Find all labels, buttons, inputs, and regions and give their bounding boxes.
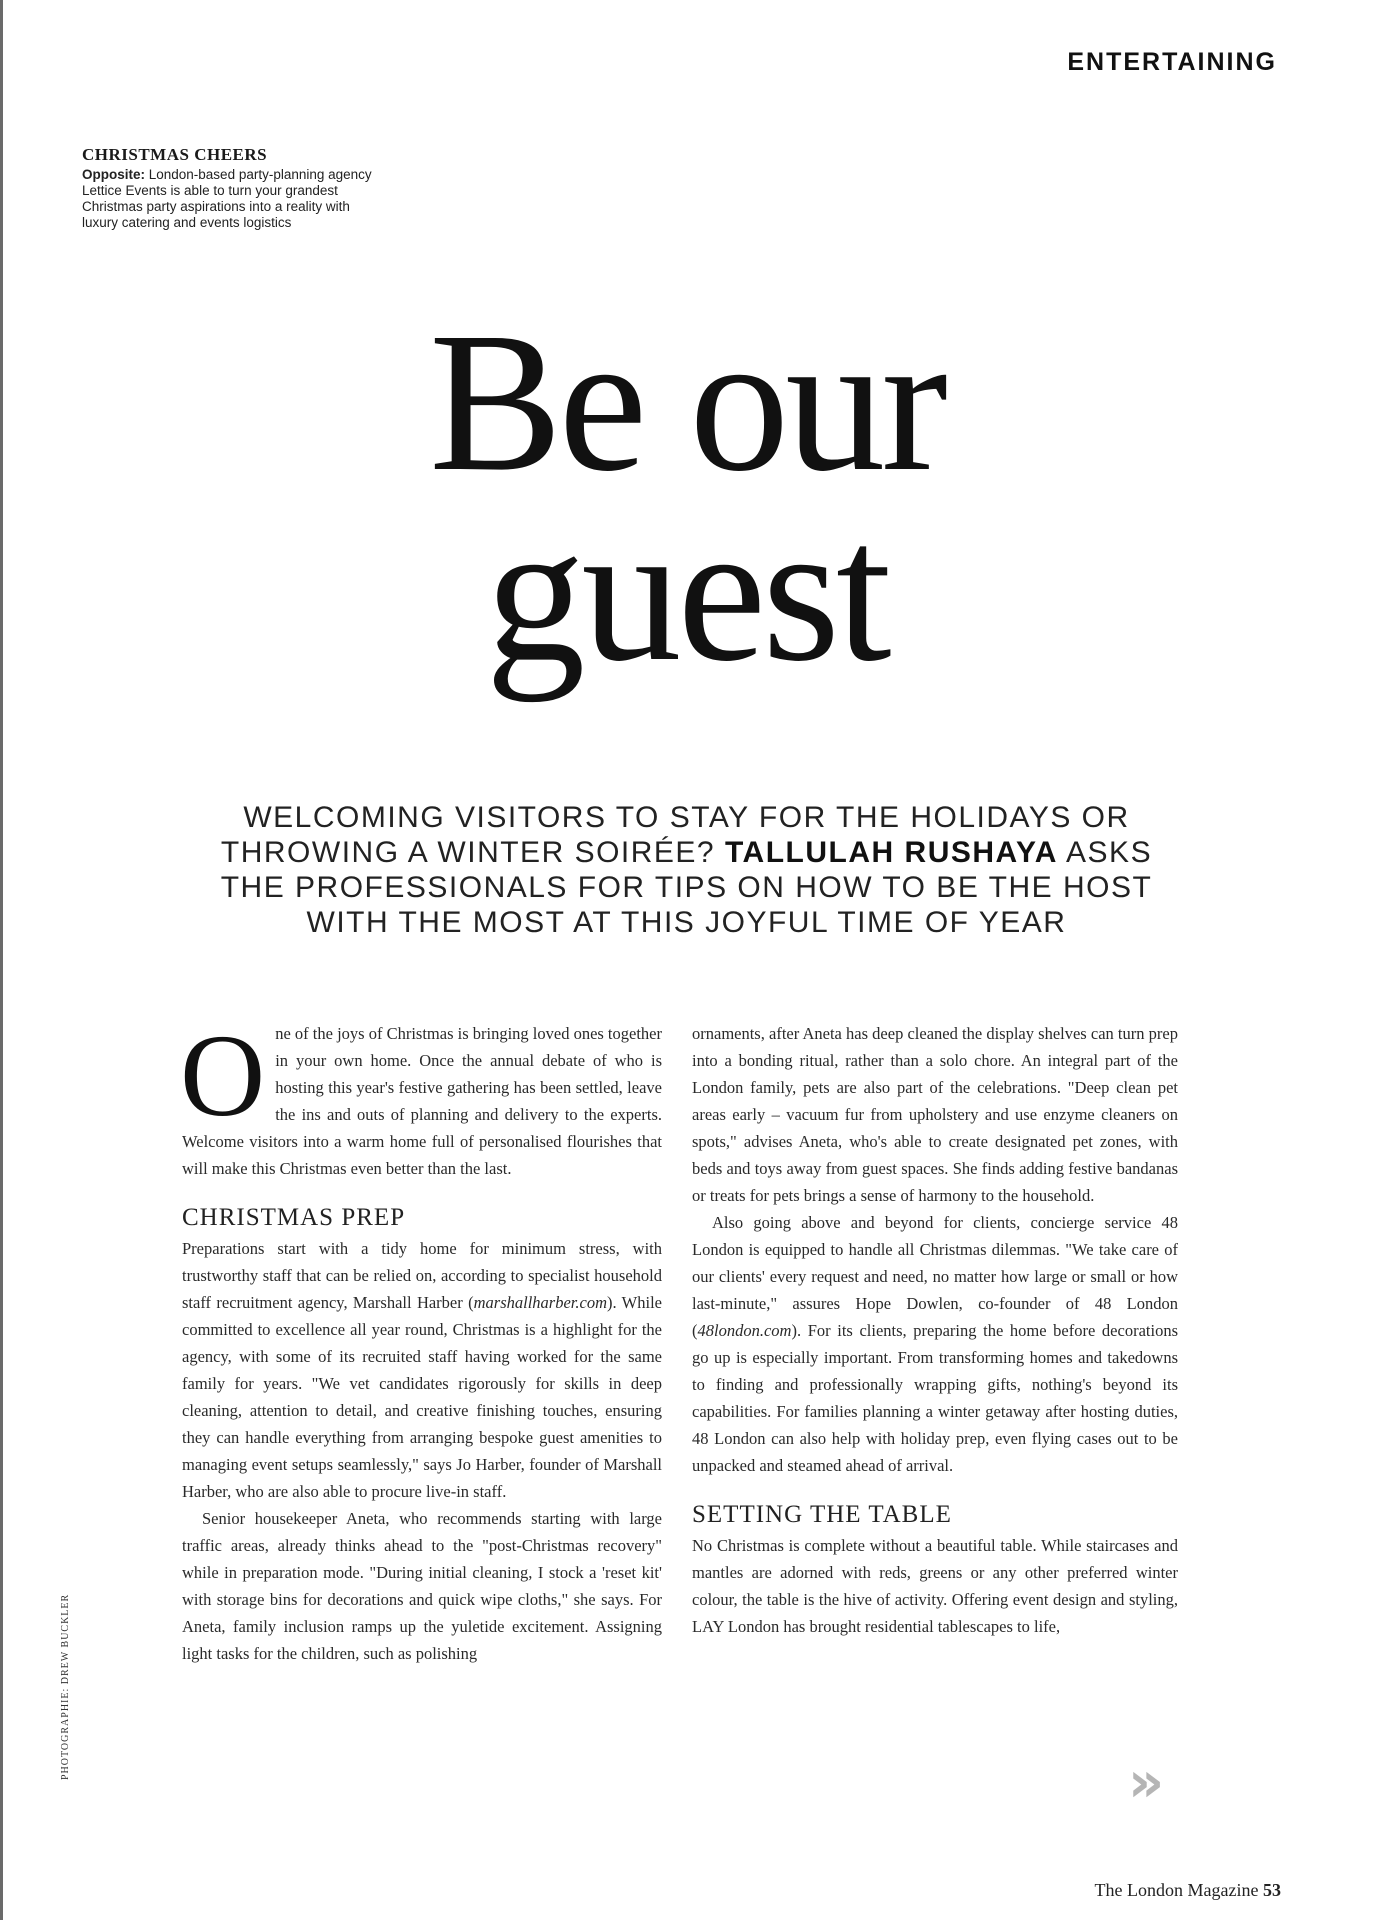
intro-paragraph: [180, 1010, 662, 1182]
section-label: ENTERTAINING: [1067, 48, 1277, 76]
standfirst-part-1: WELCOMING VISITORS TO STAY FOR THE HOLIDAYS OR THROWING A WINTER SOIRÉE?: [220, 801, 1130, 869]
page-folio: [1095, 1880, 1281, 1901]
standfirst: [200, 800, 1173, 940]
headline-line-1: Be our: [429, 292, 944, 513]
headline-line-2: guest: [485, 482, 888, 703]
subhead-setting-the-table: SETTING THE TABLE: [692, 1501, 952, 1528]
article-column-right: [692, 1020, 1178, 1640]
page-edge-rule: [0, 0, 3, 1920]
paragraph-1-text-a: Preparations start with a tidy home for minimum stress, with trustworthy staff that can be relied on, according to specialist household staff recruitment agency, Marshall Harber (: [182, 1239, 662, 1312]
caption-lead: Opposite:: [82, 167, 145, 182]
standfirst-part-2: ASKS THE PROFESSIONALS FOR TIPS ON HOW TO BE THE HOST WITH THE MOST AT THIS JOYFUL TIME OF YEAR: [220, 836, 1153, 939]
caption-text: [82, 167, 382, 231]
headline: [0, 292, 1373, 703]
caption-title: CHRISTMAS CHEERS: [82, 145, 268, 164]
paragraph-3: ornaments, after Aneta has deep cleaned the display shelves can turn prep into a bonding ritual, rather than a solo chore. An integral part of the London family, pets are also part of the celebrations. "Deep clean pet areas early – vacuum fur from upholstery and use enzyme cleaners on spots," advises Aneta, who's able to create designated pet zones, with beds and toys away from guest spaces. She finds adding festive bandanas or treats for pets brings a sense of harmony to the household.: [692, 1024, 1178, 1205]
caption-body: London-based party-planning agency Lettice Events is able to turn your grandest Christmas party aspirations into a reality with luxury catering and events logistics: [82, 167, 372, 230]
paragraph-4-text-b: ). For its clients, preparing the home before decorations go up is especially important. From transforming homes and takedowns to finding and professionally wrapping gifts, nothing's beyond its capabilities. For families planning a winter getaway after hosting duties, 48 London can also help with holiday prep, even flying cases out to be unpacked and steamed ahead of arrival.: [692, 1321, 1178, 1475]
link-marshallharber[interactable]: marshallharber.com: [473, 1293, 607, 1312]
drop-cap: O: [180, 1010, 266, 1141]
link-48london[interactable]: 48london.com: [697, 1321, 792, 1340]
paragraph-5: No Christmas is complete without a beautiful table. While staircases and mantles are adorned with reds, greens or any other preferred winter colour, the table is the hive of activity. Offering event design and styling, LAY London has brought residential tablescapes to life,: [692, 1536, 1178, 1636]
paragraph-2: Senior housekeeper Aneta, who recommends starting with large traffic areas, already thinks ahead to the "post-Christmas recovery" while in preparation mode. "During initial cleaning, I stock a 'reset kit' with storage bins for decorations and quick wipe cloths," she says. For Aneta, family inclusion ramps up the yuletide excitement. Assigning light tasks for the children, such as polishing: [182, 1509, 662, 1663]
article-column-left: [180, 1010, 662, 1667]
paragraph-1-text-b: ). While committed to excellence all year round, Christmas is a highlight for the agency, with some of its recruited staff having worked for the same family for years. "We vet candidates rigorously for skills in deep cleaning, attention to detail, and creative finishing touches, ensuring they can handle everything from arranging bespoke guest amenities to managing event setups seamlessly," says Jo Harber, founder of Marshall Harber, who are also able to procure live-in staff.: [182, 1293, 662, 1501]
page-number: 53: [1263, 1880, 1281, 1900]
subhead-christmas-prep: CHRISTMAS PREP: [182, 1204, 406, 1231]
paragraph-1: [182, 1235, 662, 1505]
photo-credit: PHOTOGRAPHIE: DREW BUCKLER: [60, 1593, 71, 1780]
photo-caption: [82, 145, 382, 231]
byline-author: TALLULAH RUSHAYA: [724, 836, 1058, 869]
intro-text: ne of the joys of Christmas is bringing loved ones together in your own home. Once the annual debate of who is hosting this year's festive gathering has been settled, leave the ins and outs of planning and delivery to the experts. Welcome visitors into a warm home full of personalised flourishes that will make this Christmas even better than the last.: [182, 1024, 662, 1178]
double-chevron-right-icon: »: [1128, 1750, 1165, 1815]
magazine-name: The London Magazine: [1094, 1880, 1263, 1900]
paragraph-4-text-a: Also going above and beyond for clients, concierge service 48 London is equipped to handle all Christmas dilemmas. "We take care of our clients' every request and need, no matter how large or small or how last-minute," assures Hope Dowlen, co-founder of 48 London (: [692, 1213, 1178, 1340]
paragraph-4: [692, 1209, 1178, 1479]
